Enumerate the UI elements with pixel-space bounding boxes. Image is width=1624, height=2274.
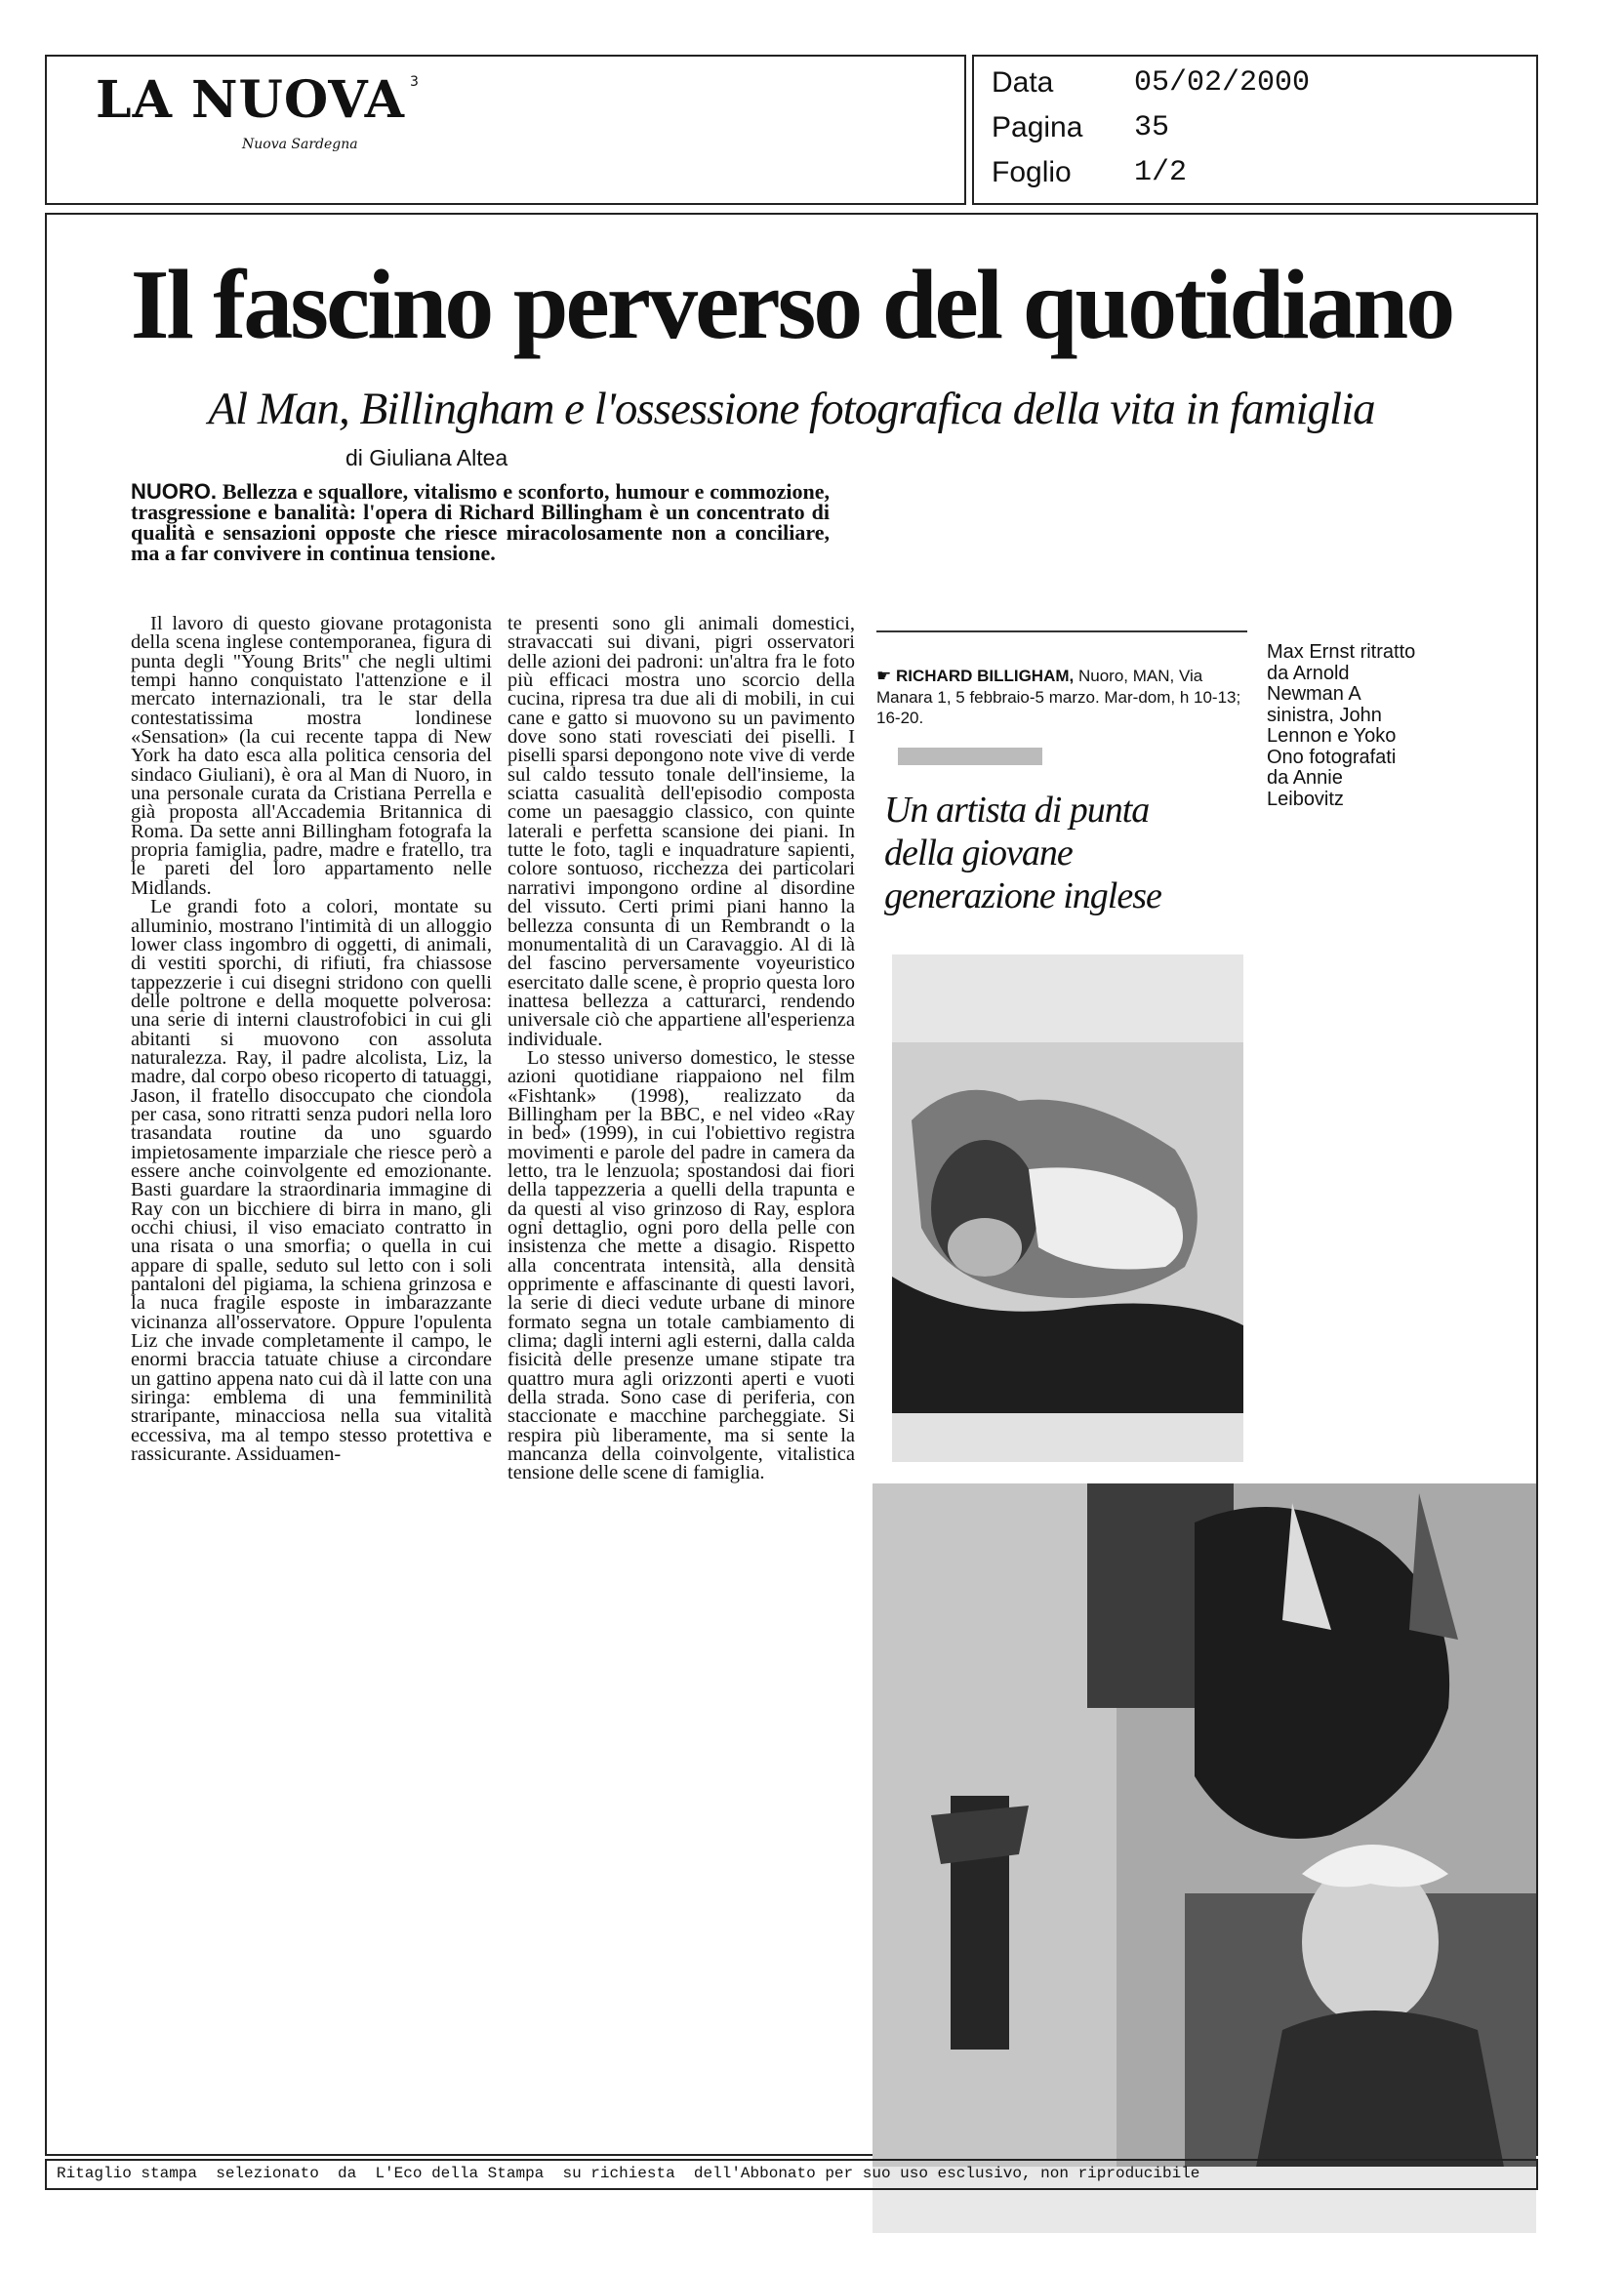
logo-sub: Nuova Sardegna [242, 137, 358, 152]
logo-mark: 3 [410, 74, 419, 90]
pull-quote: Un artista di punta della giovane generazione inglese [884, 790, 1161, 916]
article-title: Il fascino perverso del quotidiano [130, 250, 1453, 360]
meta-value: 1/2 [1134, 156, 1188, 189]
newspaper-logo [96, 70, 419, 152]
info-rule [876, 630, 1247, 632]
info-text: Nuoro, MAN, Via Manara 1, 5 febbraio-5 marzo. Mar-dom, h 10-13; 16-20. [876, 667, 1241, 727]
meta-value: 05/02/2000 [1134, 66, 1311, 100]
article-lead [131, 481, 830, 563]
logo-main: LA NUOVA [96, 70, 405, 130]
meta-value: 35 [1134, 111, 1170, 144]
paragraph: Le grandi foto a colori, montate su alluminio, mostrano l'intimità di un alloggio lower class ingombro di oggetti, di animali, di vestiti sporchi, di rifiuti, fra chiassose tappezzerie i cui disegni stridono con quelli delle poltrone e della moquette polverosa: una serie di interni claustrofobici in cui gli abitanti si muovono con assoluta naturalezza. Ray, il padre alcolista, Liz, la madre, dal corpo obeso ricoperto di tatuaggi, Jason, il fratello disoccupato che ciondola per casa, sono ritratti senza pudori nella loro trasandata routine da uno sguardo impietosamente imparziale che riesce però a essere anche coinvolgente ed emozionante. Basti guardare la straordinaria immagine di Ray con un bicchiere di birra in mano, gli occhi chiusi, il viso emaciato contratto in una risata o una smorfia; o quella in cui appare di spalle, seduto sul letto con i soli pantaloni del pigiama, la schiena grinzosa e la nuca fragile esposte in imbarazzante vicinanza all'osservatore. Oppure l'opulenta Liz che invade completamente il campo, le enormi braccia tatuate chiuse a circondare un gattino appena nato cui dà il latte con una siringa: emblema di una femminilità straripante, minacciosa nella sua vitalità eccessiva, ma al tempo stesso protettiva e rassicurante. Assiduamen- [131, 896, 492, 1466]
meta-label: Data [992, 66, 1054, 99]
scan-smudge [898, 748, 1042, 765]
article-column-2 [508, 615, 855, 1483]
meta-label: Foglio [992, 156, 1072, 188]
lead-location: NUORO. [131, 479, 217, 504]
footer-disclaimer-box [45, 2159, 1538, 2190]
header-meta-box [972, 55, 1538, 205]
pointing-hand-icon: ☛ [876, 667, 892, 686]
paragraph: Il lavoro di questo giovane protagonista della scena inglese contemporanea, figura di punta degli "Young Brits" che negli ultimi tempi hanno conquistato l'attenzione e il mercato internazionali, tra le star della contestatissima mostra londinese «Sensation» (la cui recente tappa di New York ha dato esca alla politica censoria del sindaco Giuliani), è ora al Man di Nuoro, in una personale curata da Cristiana Perrella e già proposta all'Accademia Britannica di Roma. Da sette anni Billingham fotografa la propria famiglia, padre, madre e fratello, tra le pareti del loro appartamento nelle Midlands. [131, 613, 492, 899]
photo-lennon-ono [892, 954, 1243, 1462]
article-byline: di Giuliana Altea [345, 445, 508, 470]
photo-caption: Max Ernst ritratto da Arnold Newman A sinistra, John Lennon e Yoko Ono fotografati da Annie Leibovitz [1267, 641, 1416, 810]
paragraph: te presenti sono gli animali domestici, stravaccati sui divani, pigri osservatori delle azioni dei padroni: un'altra fra le foto più efficaci mostra uno scorcio della cucina, ripresa tra due ali di mobili, in cui cane e gatto si muovono su un pavimento dove sono stati rovesciati dei piselli. I piselli sparsi depongono note vive di verde sul caldo tessuto tonale dell'insieme, la sciatta casualità dell'episodio composta come un paesaggio classico, con quinte laterali e perfetta scansione dei piani. In tutte le foto, tagli e inquadrature sapienti, colore sontuoso, ricchezza dei particolari narrativi impongono ordine al disordine del vissuto. Certi primi piani hanno la bellezza consunta di un Rembrandt o la monumentalità di un Caravaggio. Al di là del fascino perversamente voyeuristico esercitato dalle scene, è proprio questa loro inattesa bellezza a catturarci, rendendo universale ciò che appartiene all'esperienza individuale. [508, 613, 855, 1050]
header-masthead-box [45, 55, 966, 205]
meta-label: Pagina [992, 111, 1083, 143]
footer-disclaimer: Ritaglio stampa selezionato da L'Eco della Stampa su richiesta dell'Abbonato per suo uso esclusivo, non riproducibile [57, 2165, 1200, 2182]
paragraph: Lo stesso universo domestico, le stesse azioni quotidiane riappaiono nel film «Fishtank» (1998), realizzato da Billingham per la BBC, e nel video «Ray in bed» (1999), in cui l'obiettivo registra movimenti e parole del padre in camera da letto, tra le lenzuola; spostandosi dai fiori della tappezzeria a quelli della trapunta e da questi al viso grinzoso di Ray, esplora ogni dettaglio, ogni poro della pelle con insistenza che mette a disagio. Rispetto alla concentrata intensità, alla densità opprimente e affascinante di questi lavori, la serie di dieci vedute urbane di minore formato segna un totale cambiamento di clima; dagli interni agli esterni, dalla calda fisicità delle presenze umane stipate tra quattro mura agli orizzonti aperti e vuoti della strada. Sono case di periferia, con staccionate e macchine parcheggiate. Si respira più liberamente, ma si sente la mancanza della coinvolgente, vitalistica tensione delle scene di famiglia. [508, 1046, 855, 1484]
article-column-1 [131, 615, 492, 1464]
photo-max-ernst [873, 1483, 1536, 2233]
article-subtitle: Al Man, Billingham e l'ossessione fotografica della vita in famiglia [208, 384, 1375, 434]
article-box [45, 213, 1538, 2156]
exhibition-info [876, 666, 1245, 728]
lead-text: Bellezza e squallore, vitalismo e sconforto, humour e commozione, trasgressione e banalità: l'opera di Richard Billingham è un concentrato di qualità e sensazioni opposte che riesce miracolosamente non a conciliare, ma a far convivere in continua tensione. [131, 479, 830, 565]
info-name: RICHARD BILLIGHAM, [895, 667, 1075, 685]
